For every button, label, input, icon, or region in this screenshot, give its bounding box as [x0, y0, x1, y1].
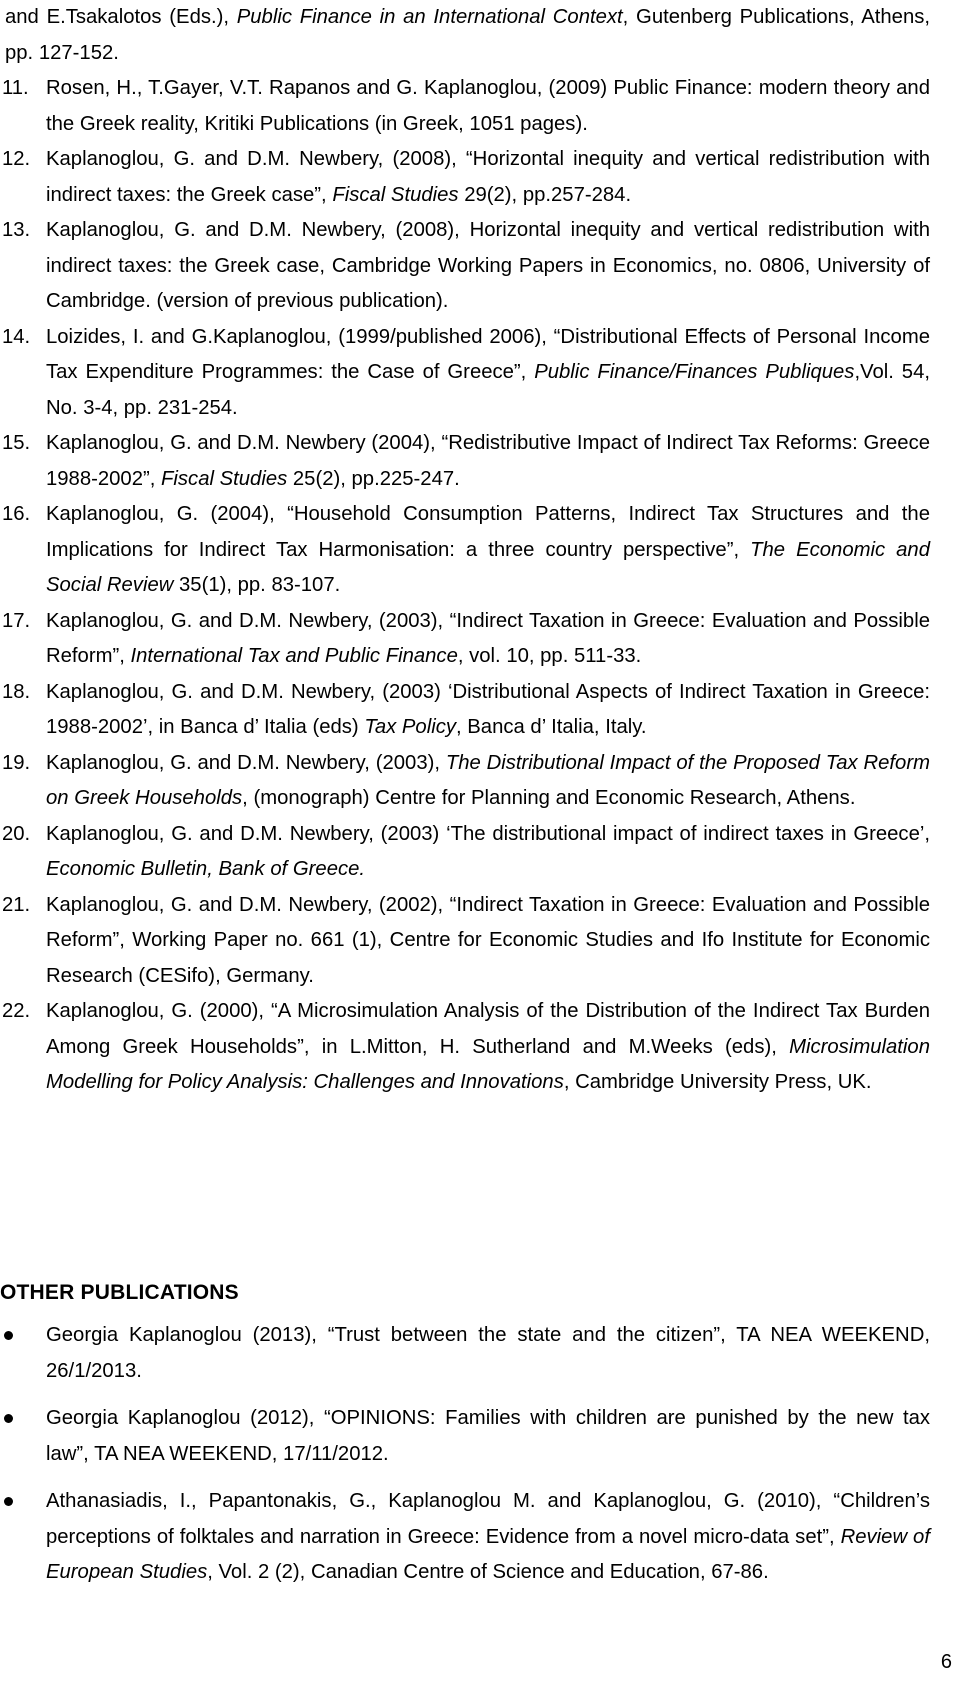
reference-number: 18. — [2, 680, 31, 703]
reference-text: Kaplanoglou, G. and D.M. Newbery, (2008), Horizontal inequity and vertical redistribution with indirect taxes: the Greek case, Cambridge Working Papers in Economics, no. 0806, University of Cambridge. (version of previous publication). — [46, 219, 930, 312]
section-heading-other-publications: OTHER PUBLICATIONS — [0, 1281, 239, 1304]
reference-number: 17. — [2, 609, 31, 632]
reference-text: Kaplanoglou, G. and D.M. Newbery, (2003) ‘The distributional impact of indirect taxes in Greece’, Economic Bulletin, Bank of Greece. — [46, 822, 930, 880]
reference-number: 13. — [2, 219, 31, 241]
publication-text: Georgia Kaplanoglou (2012), “OPINIONS: Families with children are punished by the new tax law”, TA NEA WEEKEND, 17/11/2012. — [46, 1407, 930, 1465]
reference-number: 21. — [2, 893, 31, 916]
reference-item — [0, 320, 930, 427]
publication-item — [0, 1401, 930, 1472]
reference-text: Kaplanoglou, G. (2004), “Household Consumption Patterns, Indirect Tax Structures and the Implications for Indirect Tax Harmonisation: a three country perspective”, The Economic and Social Review 35(1), pp. 83-107. — [46, 503, 930, 596]
reference-item — [0, 0, 930, 71]
reference-text: Kaplanoglou, G. and D.M. Newbery, (2003), “Indirect Taxation in Greece: Evaluation and Possible Reform”, International Tax and Public Finance, vol. 10, pp. 511-33. — [46, 609, 930, 667]
reference-text: and E.Tsakalotos (Eds.), Public Finance in an International Context, Gutenberg Publications, Athens, pp. 127-152. — [5, 6, 930, 64]
reference-item — [0, 604, 930, 675]
reference-text: Kaplanoglou, G. and D.M. Newbery (2004), “Redistributive Impact of Indirect Tax Reforms: Greece 1988-2002”, Fiscal Studies 25(2), pp.225-247. — [46, 432, 930, 490]
reference-item — [0, 71, 930, 142]
bullet-icon — [4, 1331, 13, 1340]
reference-item — [0, 994, 930, 1101]
reference-number: 11. — [2, 77, 29, 99]
page-number: 6 — [940, 1651, 952, 1673]
bullet-icon — [4, 1414, 13, 1423]
reference-number: 14. — [2, 325, 31, 348]
reference-text: Kaplanoglou, G. and D.M. Newbery, (2002), “Indirect Taxation in Greece: Evaluation and Possible Reform”, Working Paper no. 661 (1), Centre for Economic Studies and Ifo Institute for Economic Research (CESifo), Germany. — [46, 893, 930, 987]
publication-text: Georgia Kaplanoglou (2013), “Trust between the state and the citizen”, TA NEA WEEKEND, 26/1/2013. — [46, 1324, 930, 1382]
reference-text: Rosen, H., T.Gayer, V.T. Rapanos and G. Kaplanoglou, (2009) Public Finance: modern theory and the Greek reality, Kritiki Publications (in Greek, 1051 pages). — [46, 77, 930, 135]
reference-text: Kaplanoglou, G. and D.M. Newbery, (2008), “Horizontal inequity and vertical redistribution with indirect taxes: the Greek case”, Fiscal Studies 29(2), pp.257-284. — [46, 148, 930, 206]
reference-text: Kaplanoglou, G. and D.M. Newbery, (2003), The Distributional Impact of the Proposed Tax Reform on Greek Households, (monograph) Centre for Planning and Economic Research, Athens. — [46, 751, 930, 809]
bullet-icon — [4, 1497, 13, 1506]
reference-number: 19. — [2, 751, 31, 774]
reference-number: 20. — [2, 822, 31, 845]
reference-number: 22. — [2, 1000, 31, 1022]
reference-item — [0, 888, 930, 995]
reference-item — [0, 213, 930, 320]
reference-item — [0, 817, 930, 888]
reference-item — [0, 142, 930, 213]
reference-item — [0, 675, 930, 746]
other-publications-list — [0, 1318, 930, 1603]
reference-text: Loizides, I. and G.Kaplanoglou, (1999/published 2006), “Distributional Effects of Personal Income Tax Expenditure Programmes: the Case of Greece”, Public Finance/Finances Publiques,Vol. 54, No. 3-4, pp. 231-254. — [46, 325, 931, 419]
reference-item — [0, 426, 930, 497]
reference-text: Kaplanoglou, G. (2000), “A Microsimulation Analysis of the Distribution of the Indirect Tax Burden Among Greek Households”, in L.Mitton, H. Sutherland and M.Weeks (eds), Microsimulation Modelling for Policy Analysis: Challenges and Innovations, Cambridge University Press, UK. — [46, 1000, 930, 1093]
reference-number: 15. — [2, 432, 31, 454]
publication-text: Athanasiadis, I., Papantonakis, G., Kaplanoglou M. and Kaplanoglou, G. (2010), “Children’s perceptions of folktales and narration in Greece: Evidence from a novel micro-data set”, Review of European Studies, Vol. 2 (2), Canadian Centre of Science and Education, 67-86. — [46, 1490, 930, 1583]
reference-item — [0, 746, 930, 817]
reference-number: 16. — [2, 503, 31, 525]
reference-item — [0, 497, 930, 604]
reference-text: Kaplanoglou, G. and D.M. Newbery, (2003) ‘Distributional Aspects of Indirect Taxation in Greece: 1988-2002’, in Banca d’ Italia (eds) Tax Policy, Banca d’ Italia, Italy. — [46, 680, 930, 738]
publication-item — [0, 1484, 930, 1591]
publication-item — [0, 1318, 930, 1389]
reference-number: 12. — [2, 148, 31, 170]
